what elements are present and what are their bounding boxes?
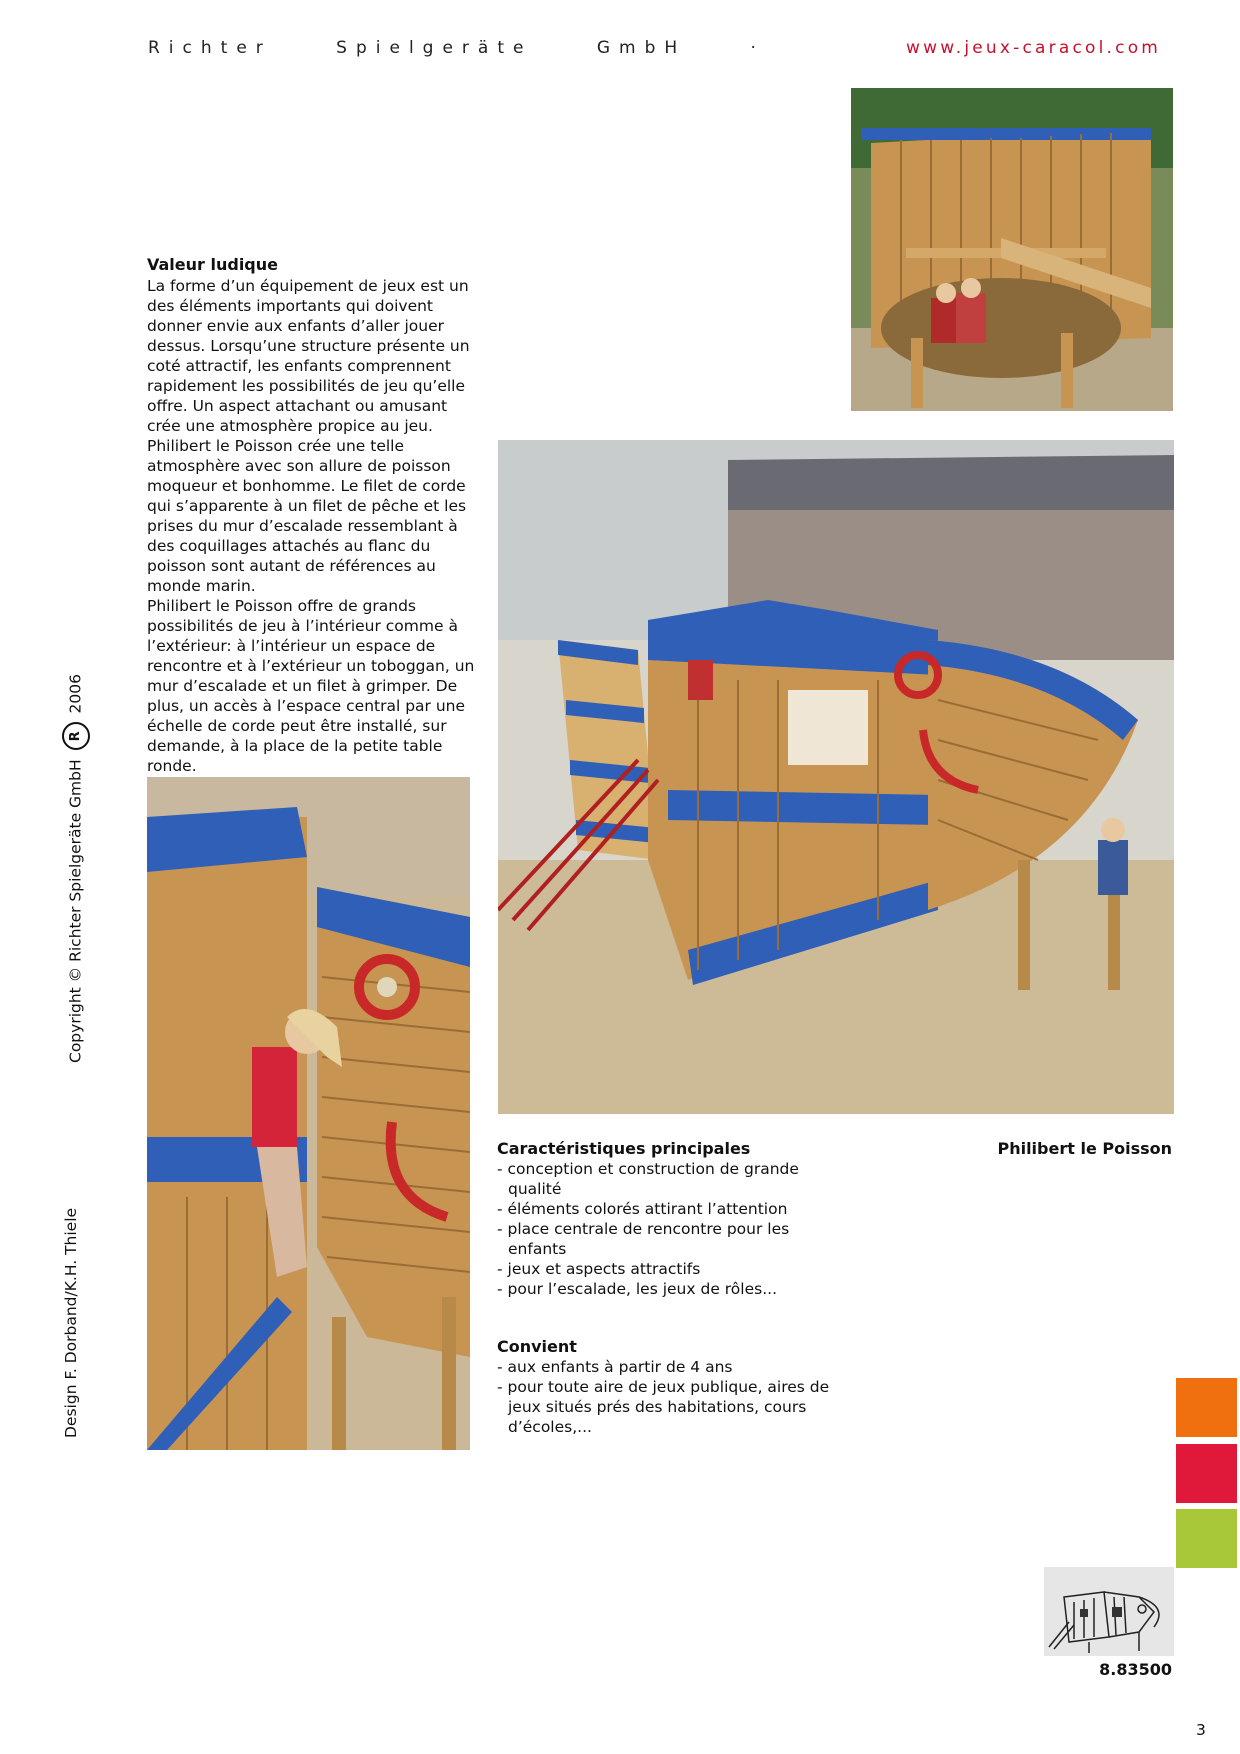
- photo-girl-climbing: [147, 777, 470, 1450]
- list-item: - pour l’escalade, les jeux de rôles...: [497, 1280, 777, 1298]
- list-item: - place centrale de rencontre pour les enfants: [497, 1220, 790, 1258]
- copyright-logo: R: [62, 722, 90, 750]
- copyright-year: 2006: [66, 674, 85, 714]
- features-list: [497, 1159, 827, 1299]
- valeur-body: [147, 276, 477, 776]
- list-item: - éléments colorés attirant l’attention: [497, 1200, 788, 1218]
- valeur-paragraph-2: Philibert le Poisson offre de grands possibilités de jeu à l’intérieur comme à l’extérieur: à l’intérieur un espace de rencontre et à l’extérieur un toboggan, un mur d’escalade et un filet à grimper. De plus, un accès à l’espace central par une échelle de corde peut être installé, sur demande, à la place de la petite table ronde.: [147, 597, 475, 775]
- list-item: - pour toute aire de jeux publique, aires de jeux situés prés des habitations, cours d’écoles,...: [497, 1378, 830, 1436]
- product-name: Philibert le Poisson: [997, 1139, 1172, 1158]
- header-url-link[interactable]: www.jeux-caracol.com: [906, 38, 1162, 58]
- suitable-title: Convient: [497, 1337, 577, 1356]
- features-title: Caractéristiques principales: [497, 1139, 751, 1158]
- valeur-title: Valeur ludique: [147, 255, 278, 274]
- swatch-green: [1176, 1509, 1237, 1568]
- photo-fish-structure: [498, 440, 1174, 1114]
- list-item: - conception et construction de grande qualité: [497, 1160, 799, 1198]
- list-item: - aux enfants à partir de 4 ans: [497, 1358, 733, 1376]
- product-sketch: [1044, 1567, 1174, 1656]
- suitable-list: [497, 1357, 837, 1437]
- swatch-orange: [1176, 1378, 1237, 1437]
- copyright-text: Copyright © Richter Spielgeräte GmbH: [66, 759, 85, 1063]
- swatch-red: [1176, 1444, 1237, 1503]
- product-number: 8.83500: [1099, 1660, 1172, 1679]
- page-number: 3: [1196, 1721, 1206, 1739]
- photo-interior: [851, 88, 1173, 411]
- list-item: - jeux et aspects attractifs: [497, 1260, 701, 1278]
- header-company: Richter Spielgeräte GmbH ·: [148, 38, 765, 58]
- copyright-line: [62, 674, 90, 1063]
- valeur-paragraph-1: La forme d’un équipement de jeux est un des éléments importants qui doivent donner envie aux enfants d’aller jouer dessus. Lorsqu’une structure présente un coté attractif, les enfants comprennent rapidement les possibilités de jeu qu’elle offre. Un aspect attachant ou amusant crée une atmosphère propice au jeu. Philibert le Poisson crée une telle atmosphère avec son allure de poisson moqueur et bonhomme. Le filet de corde qui s’apparente à un filet de pêche et les prises du mur d’escalade ressemblant à des coquillages attachés au flanc du poisson sont autant de références au monde marin.: [147, 277, 470, 595]
- design-credit: Design F. Dorband/K.H. Thiele: [62, 1207, 80, 1438]
